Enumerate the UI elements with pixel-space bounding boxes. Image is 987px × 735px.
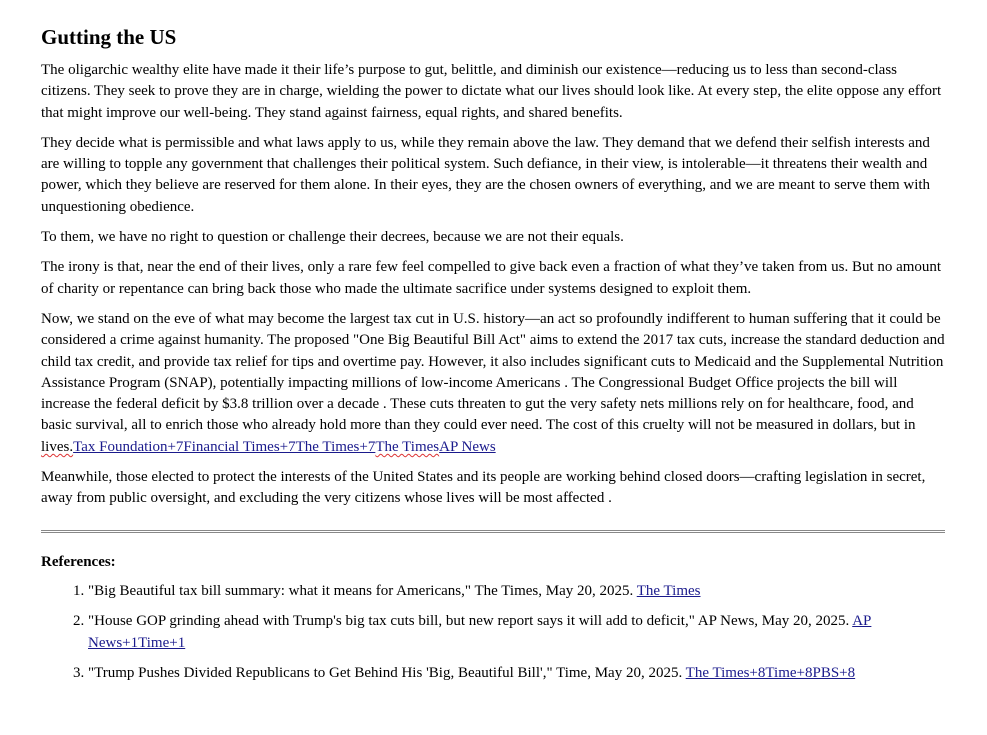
paragraph-irony: The irony is that, near the end of their lives, only a rare few feel compelled to give back even a fraction of what they’ve taken from us. But no amount of charity or repentance can bring back those who made the ultimate sacrifice under systems designed to exploit them. bbox=[41, 259, 942, 297]
paragraph-tax-cut bbox=[41, 309, 945, 458]
paragraph-law: They decide what is permissible and what laws apply to us, while they remain above the law. They demand that we defend their selfish interests and are willing to topple any government that challenges their political system. Such defiance, in their view, is intolerable—it threatens their wealth and power, which they believe are reserved for them alone. In their eyes, they are the chosen owners of everything, and we are meant to serve them with unquestioning obedience. bbox=[41, 134, 931, 215]
reference-item bbox=[88, 611, 945, 654]
references-heading: References: bbox=[41, 553, 116, 570]
source-link-the-times[interactable]: The Times bbox=[375, 438, 440, 455]
paragraph-no-right: To them, we have no right to question or challenge their decrees, because we are not their equals. bbox=[41, 229, 624, 246]
paragraph-closing: Meanwhile, those elected to protect the interests of the United States and its people are working behind closed doors—crafting legislation in secret, away from public oversight, and excluding the very citizens whose lives will be most affected . bbox=[41, 469, 926, 507]
horizontal-rule bbox=[41, 530, 945, 533]
references-list bbox=[41, 581, 945, 685]
reference-link[interactable]: The Times+8Time+8PBS+8 bbox=[685, 665, 856, 682]
source-link-ap-news[interactable]: AP News bbox=[439, 438, 496, 455]
reference-link[interactable]: The Times bbox=[636, 582, 701, 599]
paragraph-elite: The oligarchic wealthy elite have made it their life’s purpose to gut, belittle, and diminish our existence—reducing us to less than second-class citizens. They seek to prove they are in charge, wielding the power to dictate what our lives should look like. At every step, the elite oppose any effort that might improve our well-being. They stand against fairness, equal rights, and shared benefits. bbox=[41, 62, 942, 121]
reference-text: "Big Beautiful tax bill summary: what it means for Americans," The Times, May 20, 2025. bbox=[88, 582, 637, 599]
reference-text: "House GOP grinding ahead with Trump's big tax cuts bill, but new report says it will add to deficit," AP News, May 20, 2025. bbox=[88, 613, 853, 630]
reference-item bbox=[88, 663, 945, 685]
tax-paragraph-text: Now, we stand on the eve of what may become the largest tax cut in U.S. history—an act so profoundly indifferent to human suffering that it could be considered a crime against humanity. The proposed "One Big Beautiful Bill Act" aims to extend the 2017 tax cuts, increase the standard deduction and child tax credit, and provide tax relief for tips and overtime pay. However, it also includes significant cuts to Medicaid and the Supplemental Nutrition Assistance Program (SNAP), potentially impacting millions of low-income Americans . The Congressional Budget Office projects the bill will increase the federal deficit by $3.8 trillion over a decade . These cuts threaten to gut the very safety nets millions rely on for healthcare, food, and basic survival, all to enrich those who already hold more than they could ever need. The cost of this cruelty will not be measured in dollars, but in bbox=[41, 310, 945, 434]
article-title: Gutting the US bbox=[41, 25, 177, 49]
document bbox=[41, 24, 945, 694]
reference-item bbox=[88, 581, 945, 603]
reference-text: "Trump Pushes Divided Republicans to Get Behind His 'Big, Beautiful Bill'," Time, May 20, 2025. bbox=[88, 665, 686, 682]
misspelled-word: lives. bbox=[41, 438, 74, 455]
reference-link[interactable]: AP News+1Time+1 bbox=[88, 613, 872, 651]
source-link-tax-foundation[interactable]: Tax Foundation+7Financial Times+7The Times+7 bbox=[73, 438, 376, 455]
